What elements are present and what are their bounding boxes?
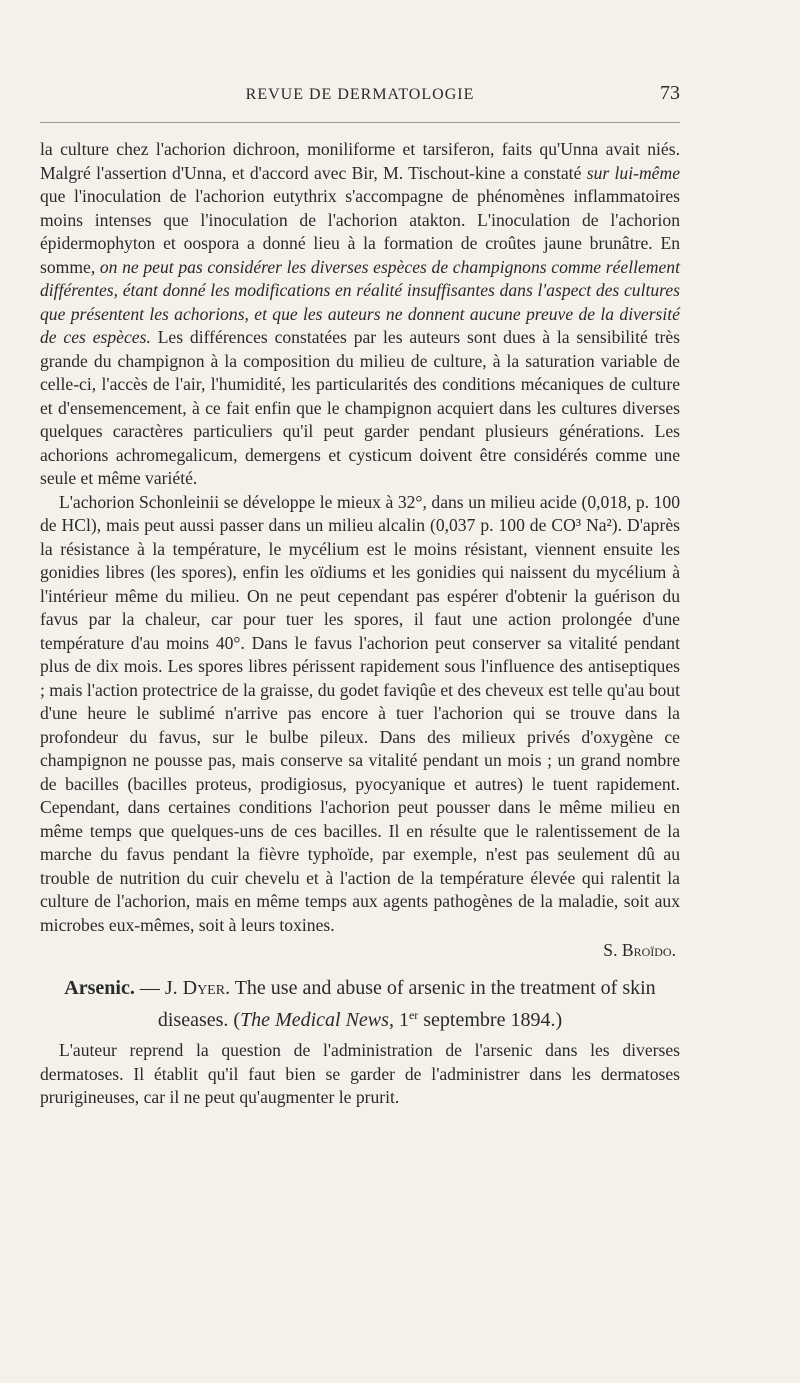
date-pre: , 1 (388, 1008, 409, 1031)
section-keyword: Arsenic. (64, 976, 135, 999)
date-post: septembre 1894.) (418, 1008, 563, 1031)
article1-paragraph2: L'achorion Schonleinii se développe le mieux à 32°, dans un milieu acide (0,018, p. 100 de HCl), mais peut aussi passer dans un milieu alcalin (0,037 p. 100 de CO³ Na²). D'après la résistance à la température, le mycélium est le moins résistant, viennent ensuite les gonidies libres (les spores), enfin les oïdiums et les gonidies qui naissent du mycélium à l'intérieur même du milieu. On ne peut cependant pas espérer d'obtenir la guérison du favus par la chaleur, car pour tuer les spores, il faut une action prolongée d'une température d'au moins 40°. Dans le favus l'achorion peut conserver sa vitalité pendant plus de dix mois. Les spores libres périssent rapidement sous l'influence des antiseptiques ; mais l'action protectrice de la graisse, du godet faviqûe et des cheveux est telle qu'au bout d'une heure le sublimé n'arrive pas encore à tuer l'achorion qui se trouve dans la profondeur du favus, sur le bulbe pileux. Dans des milieux privés d'oxygène ce champignon ne pousse pas, mais conserve sa vitalité pendant un mois ; un grand nombre de bacilles (bacilles proteus, prodigiosus, pyocyanique et autres) le tuent rapidement. Cependant, dans certaines conditions l'achorion peut pousser dans le même milieu en même temps que quelques-uns de ces bacilles. Il en résulte que le ralentissement de la marche du favus pendant la fièvre typhoïde, par exemple, n'est pas seulement dû au trouble de nutrition du cuir chevelu et à l'action de la température élevée qui ralentit la culture de l'achorion, mais en même temps aux agents pathogènes de la maladie, soit aux microbes eux-mêmes, soit à leurs toxines. (40, 491, 680, 935)
italic-run: on ne peut pas considérer les diverses espèces de champignons comme réellement différentes, étant donné les modifications en réalité insuffisantes dans l'aspect des cultures que présentent les achorions, et que les auteurs ne donnent aucune preuve de la diversité de ces espèces. (40, 256, 680, 347)
page-body (40, 138, 680, 1110)
article2-body: L'auteur reprend la question de l'administration de l'arsenic dans les diverses dermatoses. Il établit qu'il faut bien se garder de l'administrer dans les dermatoses prurigineuses, car il ne peut qu'augmenter le prurit. (40, 1040, 680, 1108)
italic-run: sur lui-même (586, 162, 680, 183)
article-title: The use and abuse of arsenic in the treatment of skin diseases. ( (157, 976, 656, 1031)
article1-paragraph1 (40, 138, 680, 491)
article2-heading (40, 975, 680, 1034)
running-title: REVUE DE DERMATOLOGIE (245, 86, 475, 103)
date-superscript: er (408, 1007, 419, 1022)
author-signature: S. Broïdo. (603, 940, 676, 960)
page-number: 73 (660, 82, 680, 104)
journal-name: The Medical News (240, 1008, 389, 1031)
article-author: J. Dyer. (164, 976, 231, 999)
text-run: Les différences constatées par les auteurs sont dues à la sensibilité très grande du champignon à la composition du milieu de culture, à la saturation variable de celle-ci, l'accès de l'air, l'humidité, les particularités des conditions mécaniques de culture et d'ensemencement, à ce fait enfin que le champignon acquiert dans les cultures diverses quelques caractères particuliers qu'il peut garder pendant plusieurs générations. Les achorions achromegalicum, demergens et cysticum doivent être considérés comme une seule et même variété. (40, 327, 680, 488)
text-run: que l'inoculation de l'achorion eutythrix s'accompagne de phénomènes inflammatoires moins intenses que l'inoculation de l'achorion atakton. L'inoculation de l'achorion épidermophyton et oospora a donné lieu à la formation de croûtes jaune brunâtre. En somme, (40, 186, 680, 277)
header-rule (40, 122, 680, 123)
heading-dash: — (134, 976, 165, 999)
page-header (40, 82, 680, 112)
text-run: la culture chez l'achorion dichroon, moniliforme et tarsiferon, faits qu'Unna avait niés. Malgré l'assertion d'Unna, et d'accord avec Bir, M. Tischout-kine a constaté (40, 139, 680, 183)
